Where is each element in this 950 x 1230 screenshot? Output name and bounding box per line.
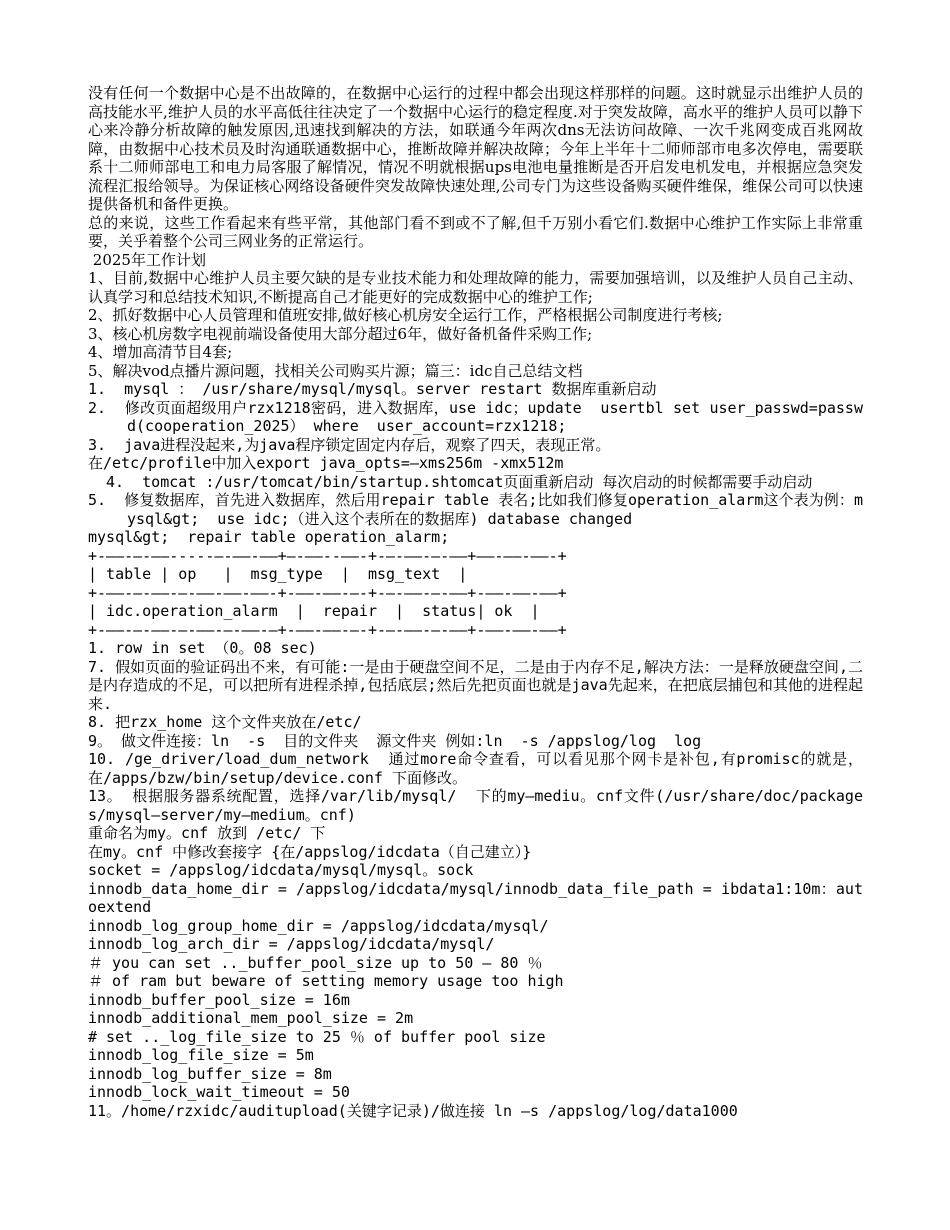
table-header-row: | table | op | msg_type | msg_text | — [88, 565, 468, 583]
config-log-arch: innodb_log_arch_dir = /appslog/idcdata/mysql/ — [88, 935, 495, 953]
config-data-home: innodb_data_home_dir = /appslog/idcdata/mysql/innodb_data_file_path = ibdata1:10m：autoextend — [88, 879, 863, 916]
config-log-group-home: innodb_log_group_home_dir = /appslog/idcdata/mysql/ — [88, 916, 549, 935]
socket-note-line: 在my。cnf 中修改套接字 {在/appslog/idcdata（自己建立）} — [88, 842, 532, 861]
command-item-1: 1. mysql ： /usr/share/mysql/mysql。server restart 数据库重新启动 — [88, 380, 657, 398]
document-page — [88, 84, 863, 1120]
command-item-3: 3. java进程没起来,为java程序锁定固定内存后，观察了四天，表现正常。 — [88, 435, 611, 454]
command-item-2: 2. 修改页面超级用户rzx1218密码，进入数据库，use idc；update usertbl set user_passwd=passwd(cooperation_2025） where user_account=rzx1218; — [88, 398, 863, 435]
config-comment-1: ＃ you can set .._buffer_pool_size up to 50 — 80 ％ — [88, 953, 543, 972]
config-comment-2: ＃ of ram but beware of setting memory usage too high — [88, 972, 564, 990]
config-lock-wait: innodb_lock_wait_timeout = 50 — [88, 1083, 350, 1101]
ascii-result-table — [88, 547, 863, 640]
note-item-8: 8. 把rzx_home 这个文件夹放在/etc/ — [88, 713, 362, 731]
command-item-5: 5. 修复数据库，首先进入数据库，然后用repair table 表名;比如我们修复operation_alarm这个表为例：mysql&gt; use idc;（进入这个表所在的数据库) database changed — [88, 491, 863, 528]
plan-item-4: 4、增加高清节目4套; — [88, 343, 233, 361]
plan-item-2: 2、抓好数据中心人员管理和值班安排,做好核心机房安全运行工作，严格根据公司制度进行考核; — [88, 306, 723, 324]
note-item-9: 9。 做文件连接：ln -s 目的文件夹 源文件夹 例如:ln -s /appslog/log log — [88, 731, 702, 750]
rename-line: 重命名为my。cnf 放到 /etc/ 下 — [88, 824, 326, 842]
summary-paragraph: 总的来说，这些工作看起来有些平常，其他部门看不到或不了解,但千万别小看它们.数据中心维护工作实际上非常重要，关乎着整个公司三网业务的正常运行。 — [88, 213, 863, 250]
profile-line: 在/etc/profile中加入export java_opts=—xms256m -xmx512m — [88, 454, 564, 472]
intro-paragraph: 没有任何一个数据中心是不出故障的，在数据中心运行的过程中都会出现这样那样的问题。这时就显示出维护人员的高技能水平,维护人员的水平高低往往决定了一个数据中心运行的稳定程度.对于突发故障，高水平的维护人员可以静下心来冷静分析故障的触发原因,迅速找到解决的方法，如联通今年两次dns无法访问故障、一次千兆网变成百兆网故障，由数据中心技术员及时沟通联通数据中心，推断故障并解决故障；今年上半年十二师师部市电多次停电，需要联系十二师师部电工和电力局客服了解情况，情况不明就根据ups电池电量推断是否开启发电机发电，并根据应急突发流程汇报给领导。为保证核心网络设备硬件突发故障快速处理,公司专门为这些设备购买硬件维保，维保公司可以快速提供备机和备件更换。 — [88, 84, 863, 213]
table-border-bottom: +-——-—-——-—-——-—-——-—+-——-——-—-+-—-——-—-——+-——-——-——+ — [88, 620, 567, 639]
table-row: | idc.operation_alarm | repair | status| ok | — [88, 602, 540, 620]
plan-item-1: 1、目前,数据中心维护人员主要欠缺的是专业技术能力和处理故障的能力，需要加强培训，以及维护人员自己主动、认真学习和总结技术知识,不断提高自己才能更好的完成数据中心的维护工作; — [88, 269, 863, 306]
note-item-13: 13。 根据服务器系统配置，选择/var/lib/mysql/ 下的my—mediu。cnf文件(/usr/share/doc/packages/mysql—server/my—medium。cnf) — [88, 787, 863, 824]
row-count-line: 1. row in set （0。08 sec) — [88, 639, 317, 657]
plan-heading: 2025年工作计划 — [88, 250, 206, 269]
plan-item-5: 5、解决vod点播片源问题，找相关公司购买片源；篇三：idc自己总结文档 — [88, 361, 583, 380]
note-item-10: 10. /ge_driver/load_dum_network 通过more命令查看，可以看见那个网卡是补包,有promisc的就是，在/apps/bzw/bin/setup/device.conf 下面修改。 — [88, 750, 863, 787]
config-log-file-size: innodb_log_file_size = 5m — [88, 1046, 314, 1064]
config-buffer-pool: innodb_buffer_pool_size = 16m — [88, 990, 350, 1009]
table-border-top: +-——-—-——-----—-——-——+—-——--——-+-—-——-—-——+——-——-——-+ — [88, 546, 567, 565]
repair-command: mysql&gt; repair table operation_alarm; — [88, 528, 450, 546]
command-item-4: 4. tomcat :/usr/tomcat/bin/startup.shtomcat页面重新启动 每次启动的时候都需要手动启动 — [97, 472, 813, 491]
config-additional-mem: innodb_additional_mem_pool_size = 2m — [88, 1009, 414, 1027]
table-border-mid: +-——-—-——-—-——-——-——-+-——-——-—-+-—-——-—-——+-——-——-——+ — [88, 583, 567, 602]
note-item-11: 11。/home/rzxidc/auditupload(关键字记录)/做连接 ln –s /appslog/log/data1000 — [88, 1101, 738, 1120]
config-socket: socket = /appslog/idcdata/mysql/mysql。sock — [88, 861, 474, 879]
note-item-7: 7. 假如页面的验证码出不来，有可能:一是由于硬盘空间不足，二是由于内存不足,解决方法：一是释放硬盘空间,二是内存造成的不足，可以把所有进程杀掉,包括底层;然后先把页面也就是java先起来，在把底层捕包和其他的进程起来. — [88, 657, 863, 713]
config-comment-3: # set .._log_file_size to 25 ％ of buffer pool size — [88, 1027, 546, 1046]
plan-item-3: 3、核心机房数字电视前端设备使用大部分超过6年，做好备机备件采购工作; — [88, 324, 593, 343]
config-log-buffer-size: innodb_log_buffer_size = 8m — [88, 1064, 332, 1083]
